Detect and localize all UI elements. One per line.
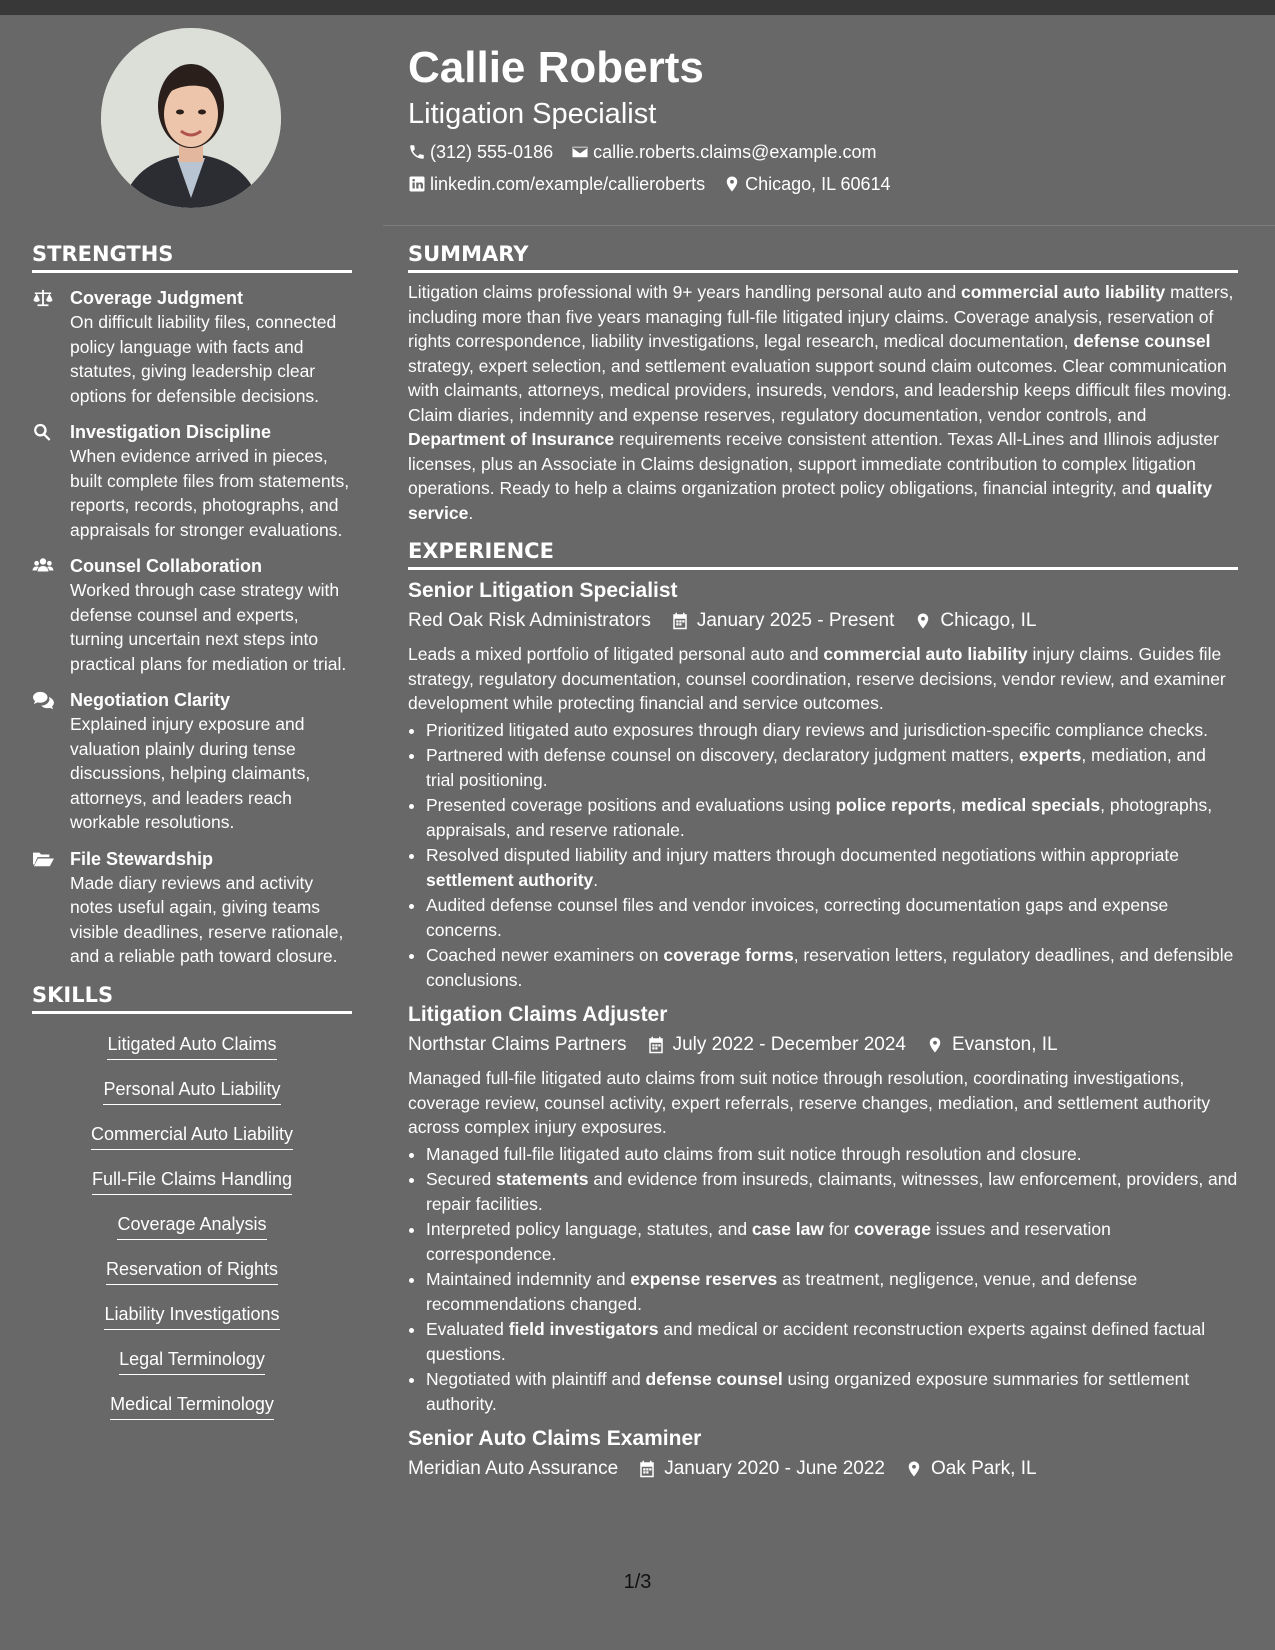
skill-tag: Liability Investigations (104, 1302, 279, 1330)
contact-row-1 (408, 140, 1228, 164)
main-content (408, 240, 1238, 1490)
strength-desc: Explained injury exposure and valuation plainly during tense discussions, helping claimants, attorneys, and leaders reach workable resolutions. (70, 714, 311, 832)
bullet-item (426, 743, 1238, 792)
text-run: Prioritized litigated auto exposures through diary reviews and jurisdiction-specific compliance checks. (426, 719, 1209, 740)
bold-text: medical specials (961, 795, 1101, 815)
envelope-icon (571, 143, 589, 161)
bullet-item (426, 1317, 1238, 1366)
job-location: Oak Park, IL (930, 1458, 1037, 1479)
skill-tag: Litigated Auto Claims (107, 1032, 276, 1060)
map-marker-icon (723, 175, 741, 193)
text-run: Audited defense counsel files and vendor invoices, correcting documentation gaps and expense concerns. (426, 895, 1169, 940)
job-bullets (408, 1142, 1238, 1417)
bold-text: settlement authority (426, 869, 594, 890)
job-entry (408, 1426, 1238, 1482)
text-run: Managed full-file litigated auto claims from suit notice through resolution and closure. (426, 1143, 1082, 1164)
job-company: Northstar Claims Partners (408, 1034, 627, 1055)
contact-phone[interactable] (408, 140, 553, 164)
job-dates: July 2022 - December 2024 (672, 1034, 906, 1055)
viewer-top-bar (0, 0, 1275, 15)
job-bullets (408, 718, 1238, 993)
bold-text: commercial auto liability (823, 644, 1028, 664)
candidate-name: Callie Roberts (408, 43, 704, 92)
strength-title: Coverage Judgment (70, 288, 244, 308)
bullet-item (426, 943, 1238, 992)
bullet-item (426, 1267, 1238, 1316)
calendar-icon (671, 612, 689, 630)
contact-location (723, 172, 890, 196)
text-run: , photographs, appraisals, and reserve rationale. (426, 795, 1213, 840)
contact-row-2 (408, 172, 1228, 196)
text-run: Leads a mixed portfolio of litigated personal auto and (408, 644, 824, 664)
text-run: matters, including more than five years managing full-file litigated injury claims. Coverage analysis, reservation of rights correspondence, liability investigations, legal research, medical documentation, (408, 282, 1234, 351)
phone-icon (408, 143, 426, 161)
summary-heading: SUMMARY (408, 240, 1238, 273)
strength-desc: When evidence arrived in pieces, built complete files from statements, reports, records, photographs, and appraisals for stronger evaluations. (70, 446, 350, 540)
text-run: Interpreted policy language, statutes, and (426, 1219, 752, 1239)
strength-title: Negotiation Clarity (70, 690, 231, 710)
text-run: Negotiated with plaintiff and (426, 1369, 646, 1389)
comments-icon (32, 690, 54, 710)
job-meta (408, 608, 1238, 634)
strength-desc: Made diary reviews and activity notes useful again, giving teams visible deadlines, reserve rationale, and a reliable path toward closure. (70, 872, 344, 966)
bold-text: police reports (835, 795, 952, 815)
text-run: using organized exposure summaries for settlement authority. (426, 1369, 1190, 1414)
strength-item (32, 847, 352, 969)
bold-text: experts (1019, 745, 1082, 765)
map-marker-icon (905, 1460, 923, 1478)
email-text: callie.roberts.claims@example.com (593, 142, 877, 162)
job-title: Senior Litigation Specialist (408, 579, 678, 602)
resume-header (408, 42, 1228, 204)
bullet-item (426, 893, 1238, 942)
strengths-list (32, 286, 352, 969)
bullet-item (426, 1167, 1238, 1216)
bold-text: field investigators (508, 1319, 659, 1339)
users-icon (32, 556, 54, 576)
text-run: Maintained indemnity and (426, 1269, 631, 1289)
job-location: Chicago, IL (940, 610, 1037, 631)
linkedin-icon (408, 175, 426, 193)
folder-open-icon (32, 849, 54, 869)
text-run: and evidence from insureds, claimants, witnesses, law enforcement, providers, and repair facilities. (426, 1169, 1238, 1214)
job-dates: January 2025 - Present (696, 610, 895, 631)
bold-text: defense counsel (1073, 331, 1211, 351)
text-run: . (468, 502, 474, 523)
job-entry (408, 578, 1238, 992)
skill-tag: Personal Auto Liability (103, 1077, 280, 1105)
strength-item (32, 420, 352, 542)
text-run: and medical or accident reconstruction experts against defined factual questions. (426, 1319, 1206, 1364)
candidate-title: Litigation Specialist (408, 98, 657, 130)
job-company: Red Oak Risk Administrators (408, 610, 651, 631)
bold-text: defense counsel (645, 1369, 783, 1389)
contact-linkedin[interactable] (408, 172, 705, 196)
scale-icon (32, 288, 54, 308)
skill-tag: Commercial Auto Liability (91, 1122, 293, 1150)
strength-desc: Worked through case strategy with defense counsel and experts, turning uncertain next steps into practical plans for mediation or trial. (70, 580, 347, 674)
bullet-item (426, 793, 1238, 842)
bullet-item (426, 843, 1238, 892)
map-marker-icon (926, 1036, 944, 1054)
text-run: Resolved disputed liability and injury matters through documented negotiations within appropriate (426, 845, 1179, 865)
text-run: Presented coverage positions and evaluations using (426, 795, 836, 815)
skill-tag: Reservation of Rights (106, 1257, 278, 1285)
text-run: Evaluated (426, 1319, 509, 1339)
text-run: , (951, 795, 962, 815)
page-number: 1/3 (623, 1571, 652, 1593)
sidebar (32, 240, 352, 1427)
text-run: , reservation letters, regulatory deadlines, and defensible conclusions. (426, 945, 1234, 990)
bold-text: coverage (854, 1219, 931, 1239)
job-entry (408, 1002, 1238, 1416)
text-run: , mediation, and trial positioning. (426, 745, 1206, 790)
search-icon (32, 422, 54, 442)
header-divider (383, 225, 1275, 226)
skill-tag: Full-File Claims Handling (92, 1167, 292, 1195)
bold-text: case law (751, 1219, 824, 1239)
text-run: Secured (426, 1169, 497, 1189)
calendar-icon (647, 1036, 665, 1054)
skills-heading: SKILLS (32, 981, 352, 1014)
text-run: injury claims. Guides file strategy, regulatory documentation, counsel coordination, reserve decisions, vendor review, and examiner development while protecting financial and service outcomes. (408, 644, 1226, 713)
experience-heading: EXPERIENCE (408, 537, 1238, 570)
bold-text: quality service (408, 478, 1213, 523)
bold-text: statements (496, 1169, 589, 1189)
strength-title: Investigation Discipline (70, 422, 272, 442)
map-marker-icon (914, 612, 932, 630)
text-run: issues and reservation correspondence. (426, 1219, 1111, 1264)
strength-item (32, 554, 352, 676)
skill-tag: Legal Terminology (119, 1347, 265, 1375)
job-dates: January 2020 - June 2022 (664, 1458, 885, 1479)
text-run: Managed full-file litigated auto claims from suit notice through resolution, coordinating investigations, coverage review, counsel activity, expert referrals, reserve changes, mediation, and settlement authority across complex injury exposures. (408, 1068, 1211, 1137)
skill-tag: Coverage Analysis (117, 1212, 266, 1240)
text-run: as treatment, negligence, venue, and defense recommendations changed. (426, 1269, 1138, 1314)
strength-title: File Stewardship (70, 848, 214, 869)
skill-tag: Medical Terminology (110, 1392, 274, 1420)
job-description (408, 642, 1238, 716)
summary-text (408, 280, 1238, 525)
bullet-item (426, 1217, 1238, 1266)
calendar-icon (638, 1460, 656, 1478)
strength-title: Counsel Collaboration (70, 556, 263, 576)
text-run: requirements receive consistent attention. Texas All-Lines and Illinois adjuster licenses, plus an Associate in Claims designation, support immediate contribution to complex litigation operations. Ready to help a claims organization protect policy obligations, financial integrity, and (408, 429, 1219, 498)
location-text: Chicago, IL 60614 (745, 174, 891, 194)
text-run: strategy, expert selection, and settlement evaluation support sound claim outcomes. Clear communication with claimants, attorneys, medical providers, insureds, vendors, and leadership keeps difficult files moving. Claim diaries, indemnity and expense reserves, regulatory documentation, vendor controls, and (408, 355, 1232, 425)
contact-email[interactable] (571, 140, 876, 164)
bullet-item (426, 1367, 1238, 1416)
bold-text: Department of Insurance (408, 429, 615, 449)
text-run: . (593, 869, 599, 890)
bold-text: commercial auto liability (961, 282, 1166, 302)
text-run: for (823, 1219, 855, 1239)
profile-photo (101, 28, 281, 208)
skills-list (32, 1022, 352, 1427)
job-meta (408, 1456, 1238, 1482)
strength-desc: On difficult liability files, connected policy language with facts and statutes, giving leadership clear options for defensible decisions. (70, 312, 337, 406)
bold-text: expense reserves (630, 1269, 778, 1289)
text-run: Litigation claims professional with 9+ years handling personal auto and (408, 282, 962, 302)
strength-item (32, 688, 352, 835)
bold-text: coverage forms (663, 945, 794, 965)
job-meta (408, 1032, 1238, 1058)
job-company: Meridian Auto Assurance (408, 1458, 619, 1479)
strength-item (32, 286, 352, 408)
text-run: Coached newer examiners on (426, 945, 664, 965)
text-run: Partnered with defense counsel on discovery, declaratory judgment matters, (426, 745, 1020, 765)
strengths-heading: STRENGTHS (32, 240, 352, 273)
job-description (408, 1066, 1238, 1140)
bullet-item (426, 718, 1238, 743)
job-location: Evanston, IL (951, 1034, 1058, 1055)
job-title: Senior Auto Claims Examiner (408, 1427, 702, 1450)
phone-text: (312) 555-0186 (430, 142, 554, 162)
linkedin-text: linkedin.com/example/callieroberts (430, 174, 706, 194)
bullet-item (426, 1142, 1238, 1167)
job-title: Litigation Claims Adjuster (408, 1003, 668, 1026)
